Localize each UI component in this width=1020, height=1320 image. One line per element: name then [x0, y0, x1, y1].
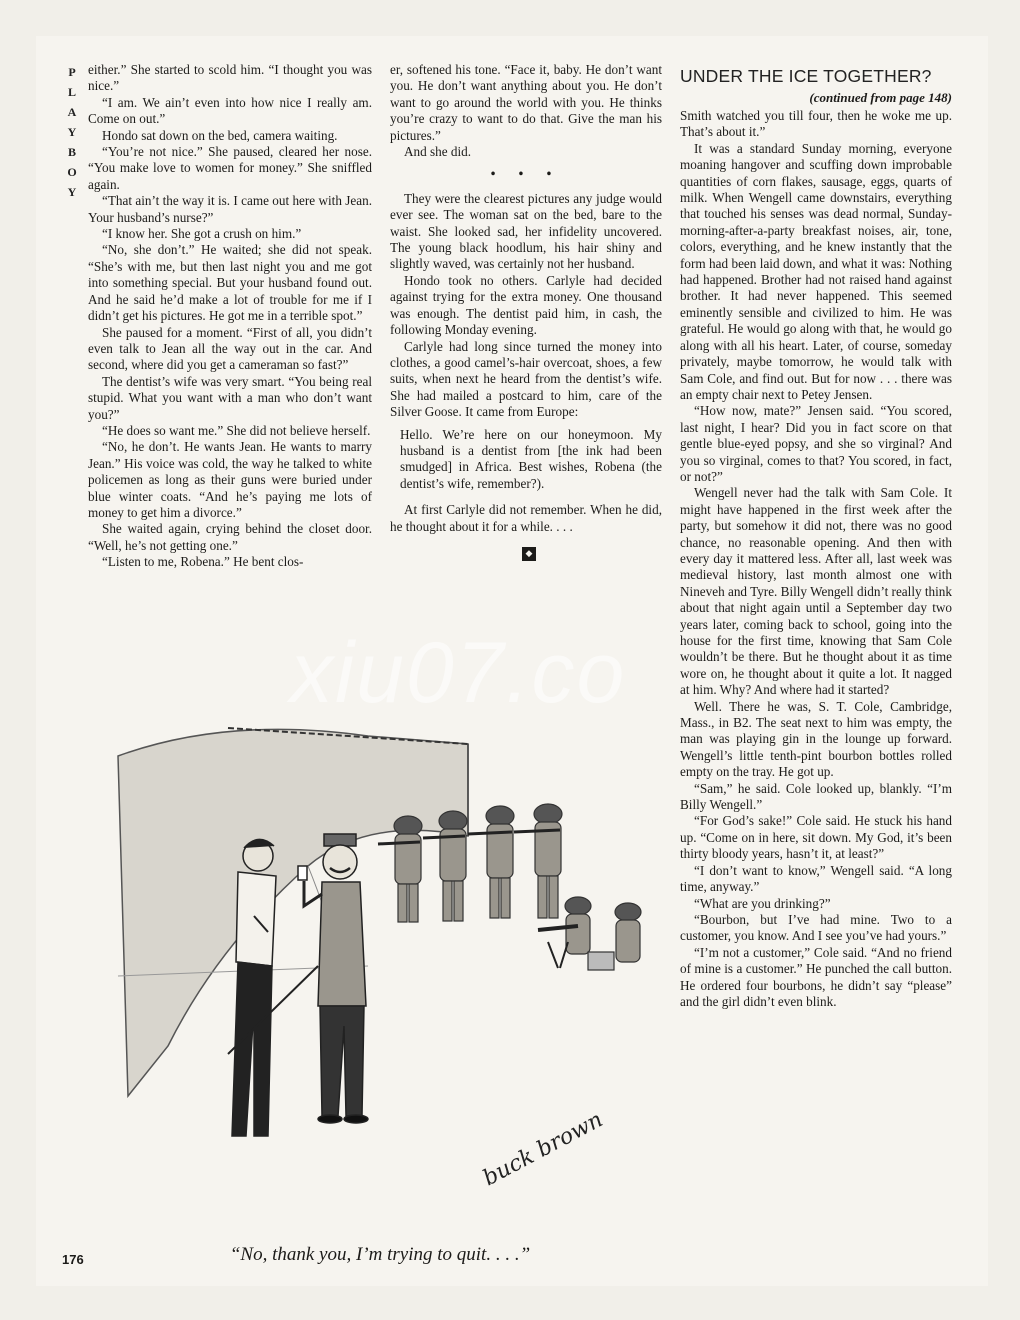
closing-text: At first Carlyle did not remember. When he did, he thought about it for a while. . . . [390, 502, 662, 534]
cartoon-illustration [108, 716, 668, 1236]
watermark-text: xiu07.co [290, 625, 627, 721]
paragraph: She paused for a moment. “First of all, you didn’t even talk to Jean all the way out in the car. And second, where did you get a cameraman so fast?” [88, 324, 372, 373]
story-column-left [88, 62, 372, 571]
continued-from-note: (continued from page 148) [809, 90, 952, 105]
paragraph: “I’m not a customer,” Cole said. “And no friend of mine is a customer.” He punched the call button. He ordered four bourbons, he didn’t say “please” and the girl didn’t even blink. [680, 944, 952, 1009]
story-column-middle [390, 62, 662, 561]
paragraph: And she did. [404, 144, 472, 160]
firing-squad [378, 804, 562, 922]
postcard-quote [390, 427, 662, 493]
paragraph: “No, he don’t. He wants Jean. He wants to marry Jean.” His voice was cold, the way he talked to white policemen as long as their guns were buried under blue winter coats. “And he’s paying me lots of money to get him a divorce.” [88, 439, 372, 520]
paragraph: Carlyle had long since turned the money into clothes, a good camel’s-hair overcoat, shoes, a few suits, when next he heard from the dentist’s wife. She had mailed a postcard to him, care of the Silver Goose. It came from Europe: [390, 338, 662, 420]
artist-signature: buck brown [479, 1107, 608, 1192]
article-heading: UNDER THE ICE TOGETHER? [680, 66, 932, 86]
paragraph: Well. There he was, S. T. Cole, Cambridge, Mass., in B2. The seat next to him was empty, the man was playing gin in the lounge up forward. Wengell’s little tenth-pint bourbon bottles rolled empty on the tray. He got up. [680, 698, 952, 780]
end-mark [390, 545, 662, 561]
prisoner-figure [232, 839, 276, 1136]
paragraph: Wengell never had the talk with Sam Cole. It might have happened in the first week after the party, but somehow it did not, there was no good chance, no reasonable opening. And then with every day it mattered less. After all, last week was medieval history, last month almost one with Nineveh and Tyre. Billy Wengell didn’t really think about that night again until a September day two years later, coming back to school, going into the house for the first time, knowing that Sam Cole wouldn’t be there. But he thought about it as time wore on, he thought about it quite a lot. It nagged at him. Why? And where had it started? [680, 485, 952, 698]
paragraph: The dentist’s wife was very smart. “You being real stupid. What you want with a man who don’t want you?” [88, 373, 372, 422]
masthead-vertical: P L A Y B O Y [67, 65, 77, 199]
paragraph: “I know her. She got a crush on him.” [102, 226, 302, 242]
rabbit-head-icon: ◆ [522, 547, 536, 561]
paragraph: They were the clearest pictures any judge would ever see. The woman sat on the bed, bare to the waist. She looked sad, her infidelity uncovered. The young black hoodlum, his hair shiny and slightly waved, was certainly not her husband. [390, 190, 662, 272]
paragraph: She waited again, crying behind the closet door. “Well, he’s not getting one.” [88, 521, 372, 553]
paragraph: “That ain’t the way it is. I came out here with Jean. Your husband’s nurse?” [88, 193, 372, 225]
section-break: • • • [490, 166, 562, 182]
paragraph: er, softened his tone. “Face it, baby. He don’t want you. He don’t want anything about you. He don’t want to go around the world with you. He thinks you’re crazy to want to do that. Give the man his pictures.” [390, 62, 662, 143]
page-number: 176 [62, 1252, 84, 1267]
paragraph: “I don’t want to know,” Wengell said. “A long time, anyway.” [680, 862, 952, 895]
soldier [514, 804, 562, 918]
paragraph: It was a standard Sunday morning, everyone moaning hangover and scuffing down improbable quantities of corn flakes, sausage, eggs, quarts of milk. When Wengell came downstairs, everything that touched his senses was dead normal, Sunday-morning-after-a-party breakfast noises, air, tone, colors, everything, and he knew instantly that the form had been laid down, and what it was: Nothing had happened. Brother had not raised hand against brother. It had never happened. This seemed eminently sensible and civilized to him. He was grateful. He would go along with that, he would go along with all his heart. Later, of course, someday privately, maybe tomorrow, he would talk with Sam Cole, and find out. But for now . . . there was an empty chair next to Petey Jensen. [680, 140, 952, 402]
paragraph: Hondo took no others. Carlyle had decided against trying for the extra money. One thousand was enough. The dentist paid him, in cash, the following Monday evening. [390, 272, 662, 338]
cartoon-caption: “No, thank you, I’m trying to quit. . . .” [229, 1244, 531, 1265]
paragraph: “Sam,” he said. Cole looked up, blankly. “I’m Billy Wengell.” [680, 780, 952, 813]
paragraph: Hondo sat down on the bed, camera waiting. [102, 127, 338, 143]
paragraph: “Listen to me, Robena.” He bent clos- [102, 554, 304, 570]
paragraph: “How now, mate?” Jensen said. “You scored, last night, I hear? Did you in fact score on that gentle blue-eyed popsy, and she so virginal? And you so virginal, comes to that? You scored, in fact, or not?” [680, 403, 952, 484]
story-column-right [680, 108, 952, 1010]
paragraph: “Bourbon, but I’ve had mine. Two to a customer, you know. And I see you’ve had yours.” [680, 911, 952, 944]
soldier [468, 806, 514, 918]
paragraph: “No, she don’t.” He waited; she did not speak. “She’s with me, but then last night you and me got into something special. But your husband found out. And he said he’d make a lot of trouble for me if I didn’t get his pictures. He got me in a terrible spot.” [88, 242, 372, 324]
paragraph: “What are you drinking?” [694, 895, 831, 911]
paragraph: Smith watched you till four, then he woke me up. That’s about it.” [680, 108, 952, 140]
paragraph: “He does so want me.” She did not believe herself. [102, 422, 371, 438]
paragraph: “I am. We ain’t even into how nice I really am. Come on out.” [88, 94, 372, 127]
postcard-text: Hello. We’re here on our honeymoon. My husband is a dentist from [the ink had been smudged] in Africa. Best wishes, Robena (the dentist’s wife, remember?). [400, 426, 662, 491]
paragraph: “For God’s sake!” Cole said. He stuck his hand up. “Come on in here, sit down. My God, it’s been thirty bloody years, hasn’t it, at least?” [680, 813, 952, 862]
paragraph: either.” She started to scold him. “I thought you was nice.” [88, 62, 372, 94]
paragraph: “You’re not nice.” She paused, cleared her nose. “You make love to women for money.” She sniffled again. [88, 144, 372, 192]
paragraph [390, 502, 662, 535]
